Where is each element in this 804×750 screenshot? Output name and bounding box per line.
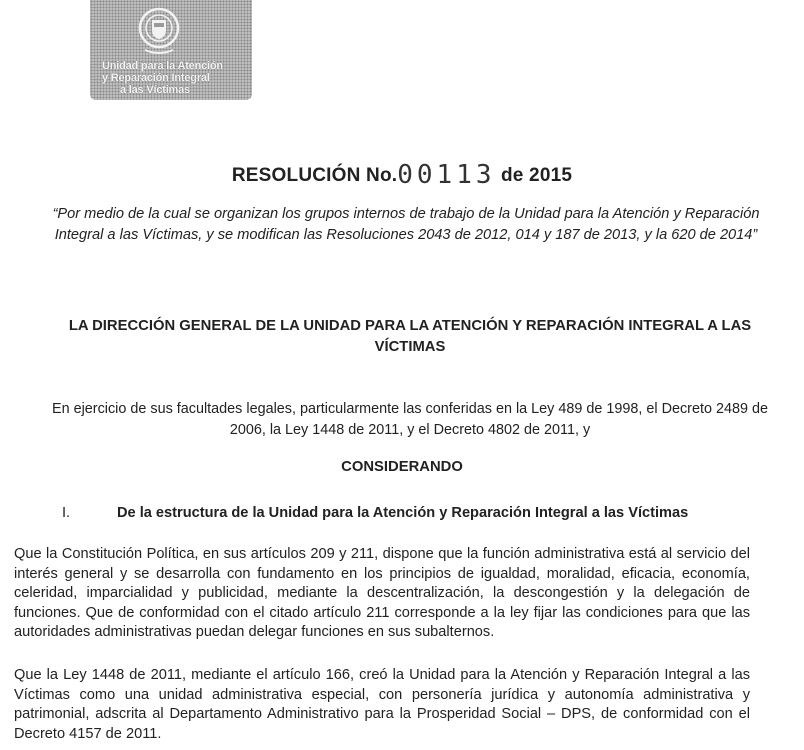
logo-text-line-3: a las Víctimas [120, 84, 190, 96]
resolution-number: 00113 [397, 160, 496, 190]
body-paragraph: Que la Constitución Política, en sus artículos 209 y 211, dispone que la función administrativa está al servicio del interés general y se desarrolla con fundamento en los principios de igualdad, moralidad, eficacia, economía, celeridad, imparcialidad y publicidad, mediante la descentralización, la descongestión y la delegación de funciones. Que de conformidad con el citado artículo 211 corresponde a la ley fijar las condiciones para que las autoridades administrativas puedan delegar funciones en sus subalternos. [14, 546, 750, 640]
considerando-heading: CONSIDERANDO [341, 459, 463, 475]
legal-basis-paragraph: En ejercicio de sus facultades legales, particularmente las conferidas en la Ley 489 de 1998, el Decreto 2489 de 2006, la Ley 1448 de 2011, y el Decreto 4802 de 2011, y [52, 401, 768, 438]
section-title: De la estructura de la Unidad para la Atención y Reparación Integral a las Víctimas [117, 505, 689, 521]
body-paragraph: Que la Ley 1448 de 2011, mediante el artículo 166, creó la Unidad para la Atención y Reparación Integral a las Víctimas como una unidad administrativa especial, con personería jurídica y autonomía administrativa y patrimonial, adscrita al Departamento Administrativo para la Prosperidad Social – DPS, de conformidad con el Decreto 4157 de 2011. [14, 667, 750, 742]
issuing-authority: LA DIRECCIÓN GENERAL DE LA UNIDAD PARA LA ATENCIÓN Y REPARACIÓN INTEGRAL A LAS VÍCTIMAS [68, 318, 752, 355]
logo-text-line-1: Unidad para la Atención [102, 60, 223, 72]
coat-of-arms-icon [137, 6, 181, 58]
logo-text-line-2: y Reparación Integral [102, 72, 210, 84]
resolution-year: de 2015 [501, 165, 573, 186]
section-heading [62, 505, 762, 521]
section-numeral: I. [62, 505, 71, 521]
resolution-subtitle: “Por medio de la cual se organizan los grupos internos de trabajo de la Unidad para la Atención y Reparación Integral a las Víctimas, y se modifican las Resoluciones 2043 de 2012, 014 y 187 de 2013, y la 620 de 2014” [52, 206, 760, 243]
resolution-prefix: RESOLUCIÓN No. [231, 165, 398, 186]
institution-logo [90, 0, 252, 100]
resolution-title [0, 158, 804, 188]
